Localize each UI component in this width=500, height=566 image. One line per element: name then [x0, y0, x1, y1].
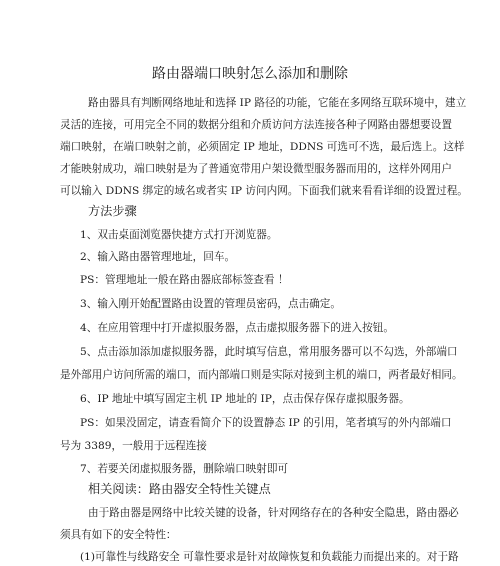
- step-line: PS：如果没固定，请查看简介下的设置静态 IP 的引用，笔者填写的外内部端口: [80, 417, 452, 429]
- step-line: 6、IP 地址中填写固定主机 IP 地址的 IP，点击保存保存虚拟服务器。: [80, 393, 410, 405]
- step-line: 7、若要关闭虚拟服务器，删除端口映射即可: [80, 463, 289, 475]
- intro-line: 可以输入 DDNS 绑定的域名或者实 IP 访问内网。下面我们就来看看详细的设置过程。: [60, 185, 468, 197]
- step-line: 是外部用户访问所需的端口，而内部端口则是实际对接到主机的端口，两者最好相同。: [60, 369, 463, 381]
- related-line: 须具有如下的安全特性：: [60, 529, 177, 541]
- step-line: PS：管理地址一般在路由器底部标签查看 ！: [80, 274, 289, 286]
- intro-line: 灵活的连接，可用完全不同的数据分组和介质访问方法连接各种子网路由器想要设置: [60, 119, 452, 131]
- step-line: 号为 3389，一般用于远程连接: [60, 440, 207, 452]
- step-line: 3、输入刚开始配置路由设置的管理员密码，点击确定。: [80, 298, 341, 310]
- step-line: 5、点击添加添加虚拟服务器，此时填写信息，常用服务器可以不勾选，外部端口: [80, 346, 458, 358]
- intro-line: 才能映射成功，端口映射是为了普通宽带用户架设微型服务器而用的，这样外网用户: [60, 163, 452, 175]
- section-heading-steps: 方法步骤: [88, 204, 137, 218]
- related-line: (1)可靠性与线路安全 可靠性要求是针对故障恢复和负载能力而提出来的。对于路: [80, 551, 459, 563]
- intro-line: 路由器具有判断网络地址和选择 IP 路径的功能，它能在多网络互联环境中，建立: [88, 97, 467, 109]
- related-line: 由于路由器是网络中比较关键的设备，针对网络存在的各种安全隐患，路由器必: [88, 507, 459, 519]
- step-line: 2、输入路由器管理地址，回车。: [80, 251, 236, 263]
- step-line: 1、双击桌面浏览器快捷方式打开浏览器。: [80, 229, 278, 241]
- intro-line: 端口映射，在端口映射之前，必须固定 IP 地址，DDNS 可选可不选，最后选上。这样: [60, 141, 465, 153]
- section-heading-related: 相关阅读：路由器安全特性关键点: [88, 482, 271, 496]
- page-title: 路由器端口映射怎么添加和删除: [152, 66, 348, 82]
- step-line: 4、在应用管理中打开虚拟服务器，点击虚拟服务器下的进入按钮。: [80, 322, 394, 334]
